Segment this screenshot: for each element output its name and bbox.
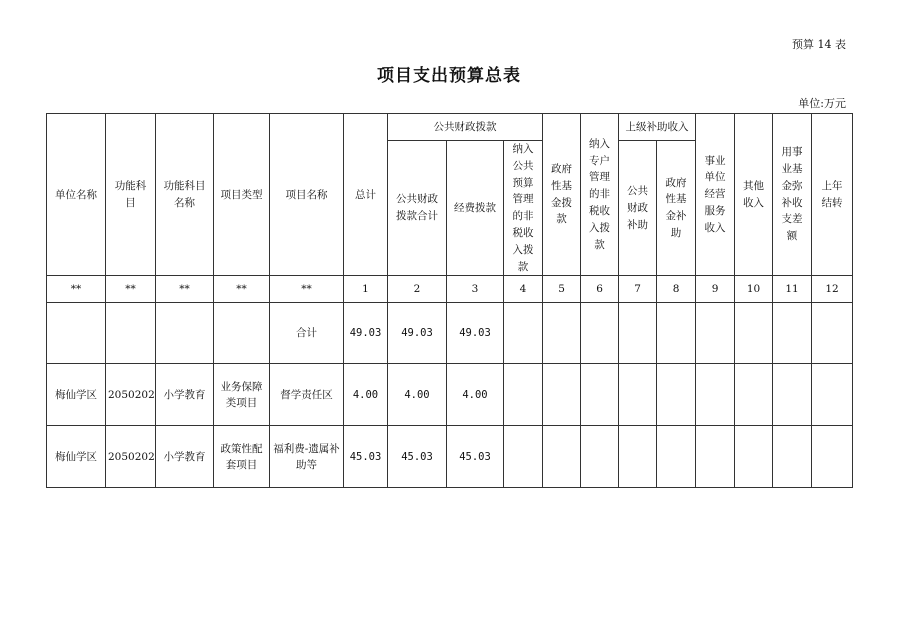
func-subject-name-cell: 小学教育 <box>156 426 214 488</box>
total-cell: 49.03 <box>344 303 388 364</box>
code-cell: ** <box>270 276 344 303</box>
col-public-fiscal-subsidy: 公共财政补助 <box>619 141 657 276</box>
table-row <box>47 426 853 488</box>
col-func-subject: 功能科目 <box>106 114 156 276</box>
total-label: 合计 <box>270 303 344 364</box>
code-cell: ** <box>47 276 106 303</box>
col-nontax-in-budget: 纳入公共预算管理的非税收入拨款 <box>504 141 543 276</box>
code-cell: 6 <box>581 276 619 303</box>
col-gov-fund-subsidy: 政府性基金补助 <box>657 141 696 276</box>
expense-cell: 4.00 <box>447 364 504 426</box>
header-row-1 <box>47 114 853 141</box>
unit-name-cell: 梅仙学区 <box>47 426 106 488</box>
code-cell: 7 <box>619 276 657 303</box>
public-fiscal-cell: 45.03 <box>388 426 447 488</box>
code-cell: 11 <box>773 276 812 303</box>
total-cell: 4.00 <box>344 364 388 426</box>
page-title: 项目支出预算总表 <box>377 66 521 86</box>
col-func-subject-name: 功能科目名称 <box>156 114 214 276</box>
func-subject-name-cell: 小学教育 <box>156 364 214 426</box>
code-cell: 10 <box>735 276 773 303</box>
code-cell: 5 <box>543 276 581 303</box>
code-cell: 12 <box>812 276 853 303</box>
public-fiscal-cell: 4.00 <box>388 364 447 426</box>
col-expense-appropriation: 经费拨款 <box>447 141 504 276</box>
col-nontax-special: 纳入专户管理的非税收入拨款 <box>581 114 619 276</box>
unit-name-cell: 梅仙学区 <box>47 364 106 426</box>
group-superior-subsidy: 上级补助收入 <box>619 114 696 141</box>
col-project-type: 项目类型 <box>214 114 270 276</box>
func-subject-cell: 2050202 <box>106 426 156 488</box>
expense-cell: 45.03 <box>447 426 504 488</box>
table-row <box>47 364 853 426</box>
total-public-fiscal-cell: 49.03 <box>388 303 447 364</box>
total-cell: 45.03 <box>344 426 388 488</box>
code-row <box>47 276 853 303</box>
code-cell: 1 <box>344 276 388 303</box>
project-name-cell: 福利费-遗属补助等 <box>270 426 344 488</box>
col-business-income: 事业单位经营服务收入 <box>696 114 735 276</box>
code-cell: 8 <box>657 276 696 303</box>
col-total: 总计 <box>344 114 388 276</box>
code-cell: 9 <box>696 276 735 303</box>
unit-label: 单位:万元 <box>798 97 846 110</box>
project-expenditure-budget-table <box>46 113 853 488</box>
group-public-fiscal: 公共财政拨款 <box>388 114 543 141</box>
col-other-income: 其他收入 <box>735 114 773 276</box>
code-cell: ** <box>106 276 156 303</box>
project-type-cell: 政策性配套项目 <box>214 426 270 488</box>
project-type-cell: 业务保障类项目 <box>214 364 270 426</box>
project-name-cell: 督学责任区 <box>270 364 344 426</box>
code-cell: ** <box>156 276 214 303</box>
col-unit-name: 单位名称 <box>47 114 106 276</box>
code-cell: 3 <box>447 276 504 303</box>
func-subject-cell: 2050202 <box>106 364 156 426</box>
total-row <box>47 303 853 364</box>
code-cell: 2 <box>388 276 447 303</box>
form-number: 预算 14 表 <box>792 38 846 51</box>
col-fund-gap: 用事业基金弥补收支差额 <box>773 114 812 276</box>
col-project-name: 项目名称 <box>270 114 344 276</box>
code-cell: 4 <box>504 276 543 303</box>
code-cell: ** <box>214 276 270 303</box>
total-expense-cell: 49.03 <box>447 303 504 364</box>
col-gov-fund: 政府性基金拨款 <box>543 114 581 276</box>
col-carryover: 上年结转 <box>812 114 853 276</box>
col-public-fiscal-total: 公共财政拨款合计 <box>388 141 447 276</box>
